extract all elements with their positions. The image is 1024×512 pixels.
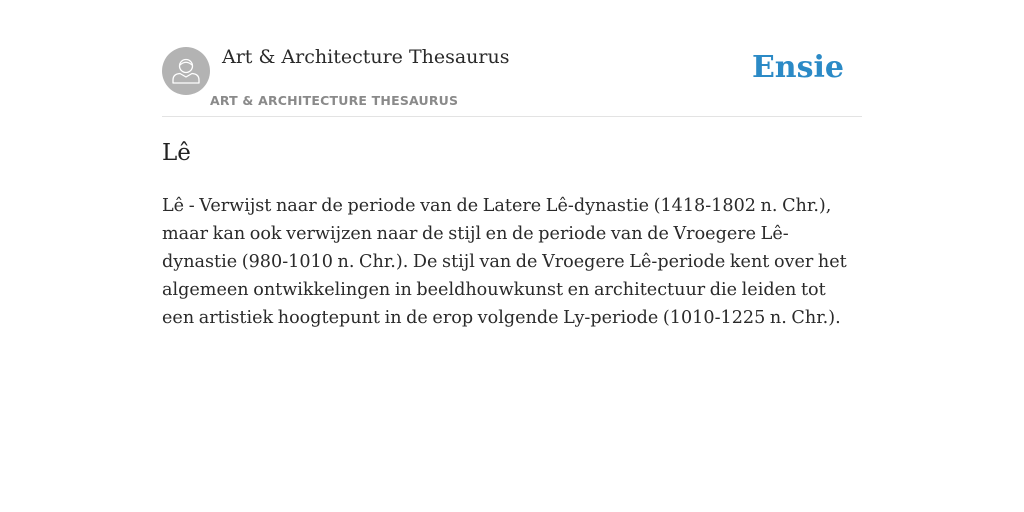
user-silhouette-icon — [162, 47, 210, 95]
entry-definition: Lê - Verwijst naar de periode van de Latere Lê-dynastie (1418-1802 n. Chr.), maar kan ook verwijzen naar de stijl en de periode van de Vroegere Lê-dynastie (980-1010 n. Chr.). De stijl van de Vroegere Lê-periode kent over het algemeen ontwikkelingen in beeldhouwkunst en architectuur die leiden tot een artistiek hoogtepunt in de erop volgende Ly-periode (1010-1225 n. Chr.). — [162, 196, 847, 328]
page-title: Lê — [162, 140, 191, 166]
entry-header — [162, 0, 862, 117]
source-subtitle[interactable]: ART & ARCHITECTURE THESAURUS — [210, 93, 459, 108]
source-title[interactable]: Art & Architecture Thesaurus — [222, 46, 510, 68]
page — [162, 0, 862, 512]
brand-logo[interactable]: Ensie — [751, 50, 844, 85]
avatar[interactable] — [162, 47, 210, 95]
